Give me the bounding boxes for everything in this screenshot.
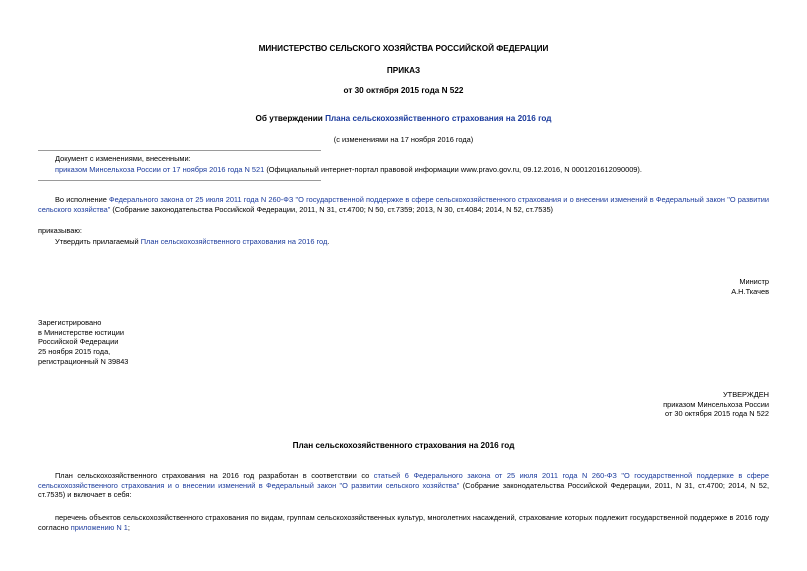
approval-heading — [0, 114, 807, 125]
ministry-title: МИНИСТЕРСТВО СЕЛЬСКОГО ХОЗЯЙСТВА РОССИЙСКОЙ ФЕДЕРАЦИИ — [258, 44, 549, 53]
registration-line-2: в Министерстве юстиции — [38, 327, 125, 337]
preamble-prefix: Во исполнение — [55, 195, 110, 204]
order-title: ПРИКАЗ — [386, 66, 421, 75]
amendment-order-link[interactable]: приказом Минсельхоза России от 17 ноября 2016 года N 521 — [55, 165, 265, 174]
approval-prefix: Об утверждении — [255, 114, 326, 123]
order-item-suffix: . — [327, 237, 330, 246]
approved-line-2: приказом Минсельхоза России — [663, 399, 769, 409]
amendment-intro: Документ с изменениями, внесенными: — [55, 154, 191, 163]
signature-name: А.Н.Ткачев — [731, 286, 769, 296]
amended-note: (с изменениями на 17 ноября 2016 года) — [333, 135, 474, 144]
plan-p2-prefix: перечень объектов сельскохозяйственного страхования по видам, группам сельскохозяйственных культур, многолетних насаждений, страхование которых подлежит государственной поддержке в 2016 году согласно — [38, 513, 769, 532]
order-word: приказываю: — [38, 226, 82, 235]
plan-p2-suffix: ; — [127, 522, 130, 532]
federal-law-link[interactable]: Федерального закона от 25 июля 2011 года N 260-ФЗ "О государственной поддержке в сфере сельскохозяйственного страхования и о внесении изменений в Федеральный закон "О развитии сельского хозяйства" — [38, 195, 769, 214]
registration-line-4: 25 ноября 2015 года, — [38, 346, 111, 356]
registration-line-5: регистрационный N 39843 — [38, 356, 129, 366]
plan-p1-suffix: (Собрание законодательства Российской Федерации, 2011, N 31, ст.4700; 2014, N 52, ст.7535) и включает в себя: — [38, 480, 769, 500]
signature-block — [731, 277, 769, 296]
registration-line-3: Российской Федерации — [38, 337, 119, 347]
registration-block — [38, 318, 128, 366]
preamble-paragraph — [38, 195, 769, 214]
order-date-number: от 30 октября 2015 года N 522 — [343, 86, 464, 95]
approval-plan-link[interactable]: Плана сельскохозяйственного страхования на 2016 год — [325, 114, 552, 123]
registration-line-1: Зарегистрировано — [38, 318, 102, 327]
divider-bottom — [38, 180, 321, 181]
approved-line-1: УТВЕРЖДЕН — [722, 390, 769, 399]
plan-paragraph-1 — [38, 471, 769, 500]
order-item — [55, 237, 329, 247]
divider-top — [38, 150, 321, 151]
approved-block — [663, 390, 769, 419]
amendment-line — [55, 165, 775, 175]
order-item-prefix: Утвердить прилагаемый — [55, 237, 141, 246]
plan-title: План сельскохозяйственного страхования на 2016 год — [292, 441, 515, 450]
article-6-link[interactable]: статьей 6 Федерального закона от 25 июля 2011 года N 260-ФЗ "О государственной поддержке в сфере сельскохозяйственного страхования и о внесении изменений в Федеральный закон "О развитии сельского хозяйства" — [38, 471, 769, 490]
preamble-source: (Собрание законодательства Российской Федерации, 2011, N 31, ст.4700; N 50, ст.7359; 2013, N 30, ст.4084; 2014, N 52, ст.7535) — [110, 204, 554, 214]
signature-position: Министр — [739, 277, 769, 286]
plan-paragraph-2 — [38, 513, 769, 532]
plan-link[interactable]: План сельскохозяйственного страхования на 2016 год — [140, 237, 328, 246]
approved-line-3: от 30 октября 2015 года N 522 — [665, 409, 769, 419]
plan-p1-prefix: План сельскохозяйственного страхования на 2016 год разработан в соответствии со — [55, 471, 374, 480]
appendix-1-link[interactable]: приложению N 1 — [70, 522, 128, 532]
amendment-source: (Официальный интернет-портал правовой информации www.pravo.gov.ru, 09.12.2016, N 0001201612090009). — [264, 165, 642, 174]
